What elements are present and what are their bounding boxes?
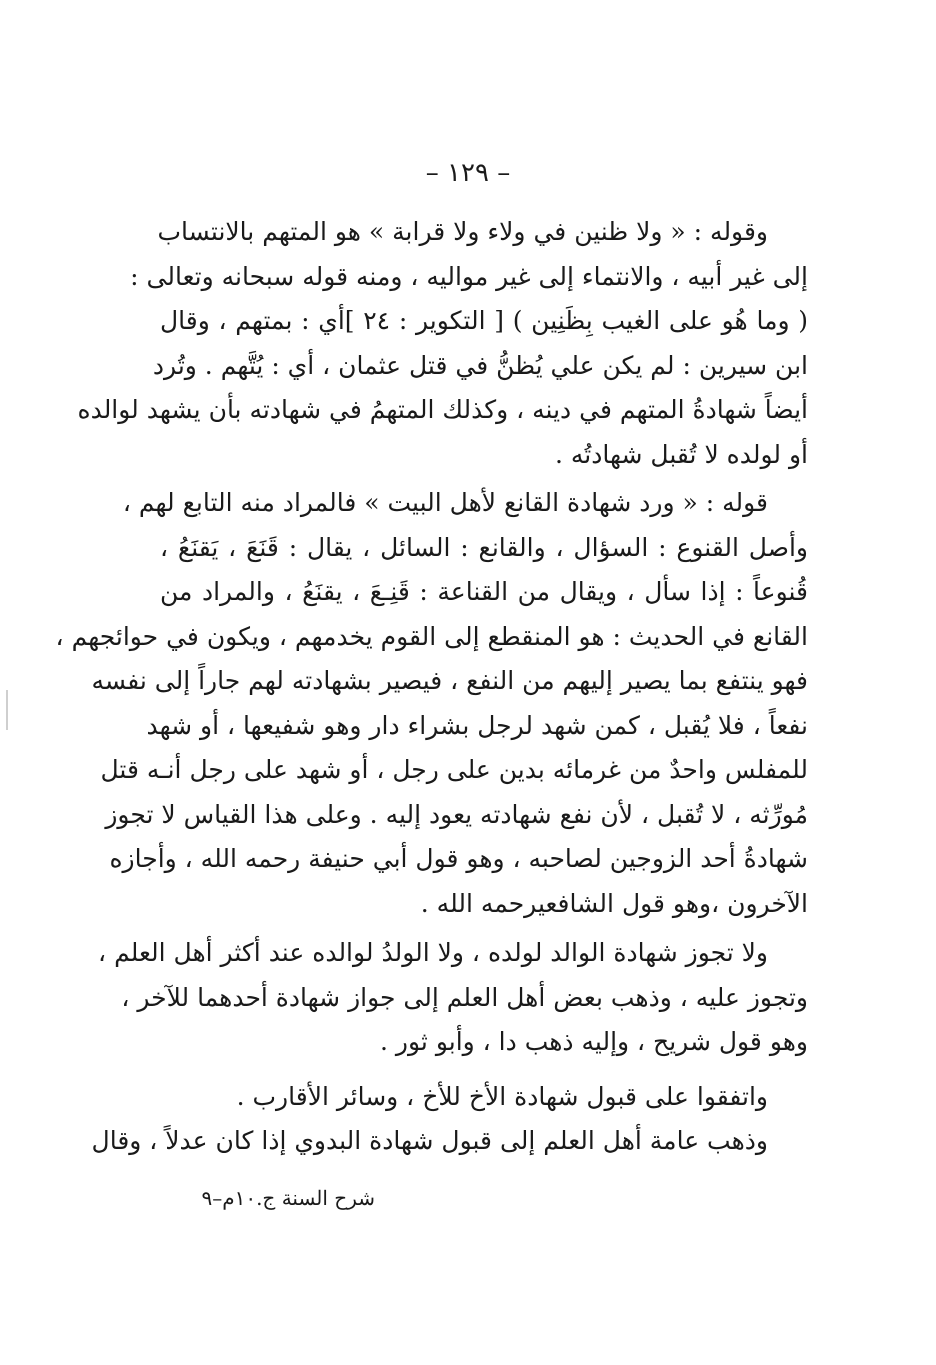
paragraph-2 (55, 481, 808, 926)
text-line: إلى غير أبيه ، والانتماء إلى غير مواليه ، ومنه قوله سبحانه وتعالى : (130, 261, 808, 291)
paragraph-1 (77, 210, 808, 477)
paragraph-3 (98, 931, 808, 1065)
text-line: قُنوعاً : إذا سأل ، ويقال من القناعة : قَنِـعَ ، يقنَعُ ، والمراد من (160, 577, 808, 606)
text-line: الآخرون ،وهو قول الشافعيرحمه الله . (420, 888, 808, 918)
text-line: وأصل القنوع : السؤال ، والقانع : السائل ، يقال : قَنَعَ ، يَقنَعُ ، (160, 532, 808, 562)
text-line: أو لولده لا تُقبل شهادتُه . (555, 439, 808, 469)
text-line: ( وما هُو على الغيب بِظَنِين ) [ التكوير : ٢٤ ]أي : بمتهم ، وقال (160, 306, 808, 335)
text-line: وقوله : « ولا ظنين في ولاء ولا قرابة » هو المتهم بالانتساب (157, 217, 768, 246)
text-line: وتجوز عليه ، وذهب بعض أهل العلم إلى جواز شهادة أحدهما للآخر ، (121, 982, 808, 1012)
text-line: وذهب عامة أهل العلم إلى قبول شهادة البدوي إذا كان عدلاً ، وقال (91, 1126, 768, 1155)
paragraph-5 (91, 1119, 808, 1164)
page-number: – ١٢٩ – (425, 158, 511, 188)
text-line: واتفقوا على قبول شهادة الأخ للأخ ، وسائر الأقارب . (236, 1082, 768, 1111)
text-line: وهو قول شريح ، وإليه ذهب دا‍ ، وأبو ثور . (380, 1027, 808, 1056)
text-line: نفعاً ، فلا يُقبل ، كمن شهد لرجل بشراء دار وهو شفيعها ، أو شهد (146, 710, 808, 740)
text-line: أيضاً شهادةُ المتهم في دينه ، وكذلك المتهمُ في شهادته بأن يشهد لوالده (77, 395, 808, 424)
text-line: ولا تجوز شهادة الوالد لولده ، ولا الولدُ لوالده عند أكثر أهل العلم ، (98, 938, 768, 967)
text-line: ابن سيرين : لم يكن علي يُظنُّ في قتل عثمان ، أي : يُتَّهم . وتُرد (152, 350, 808, 380)
footer-signature: شرح السنة ج.١٠م–٩ (201, 1186, 375, 1210)
text-line: القانع في الحديث : هو المنقطع إلى القوم يخدمهم ، ويكون في حوائجهم ، (55, 621, 808, 651)
page-edge-mark (6, 690, 8, 730)
text-line: مُورِّثه ، لا تُقبل ، لأن نفع شهادته يعود إليه . وعلى هذا القياس لا تجوز (105, 799, 808, 829)
text-line: فهو ينتفع بما يصير إليهم من النفع ، فيصير بشهادته لهم جاراً إلى نفسه (91, 666, 808, 695)
text-line: قوله : « ورد شهادة القانع لأهل البيت » فالمراد منه التابع لهم ، (122, 488, 768, 517)
text-line: شهادةُ أحد الزوجين لصاحبه ، وهو قول أبي حنيفة رحمه الله ، وأجازه (109, 844, 808, 873)
paragraph-4 (160, 1075, 808, 1120)
text-line: للمفلس واحدٌ من غرمائه بدين على رجل ، أو شهد على رجل أنـه قتل (100, 755, 808, 784)
